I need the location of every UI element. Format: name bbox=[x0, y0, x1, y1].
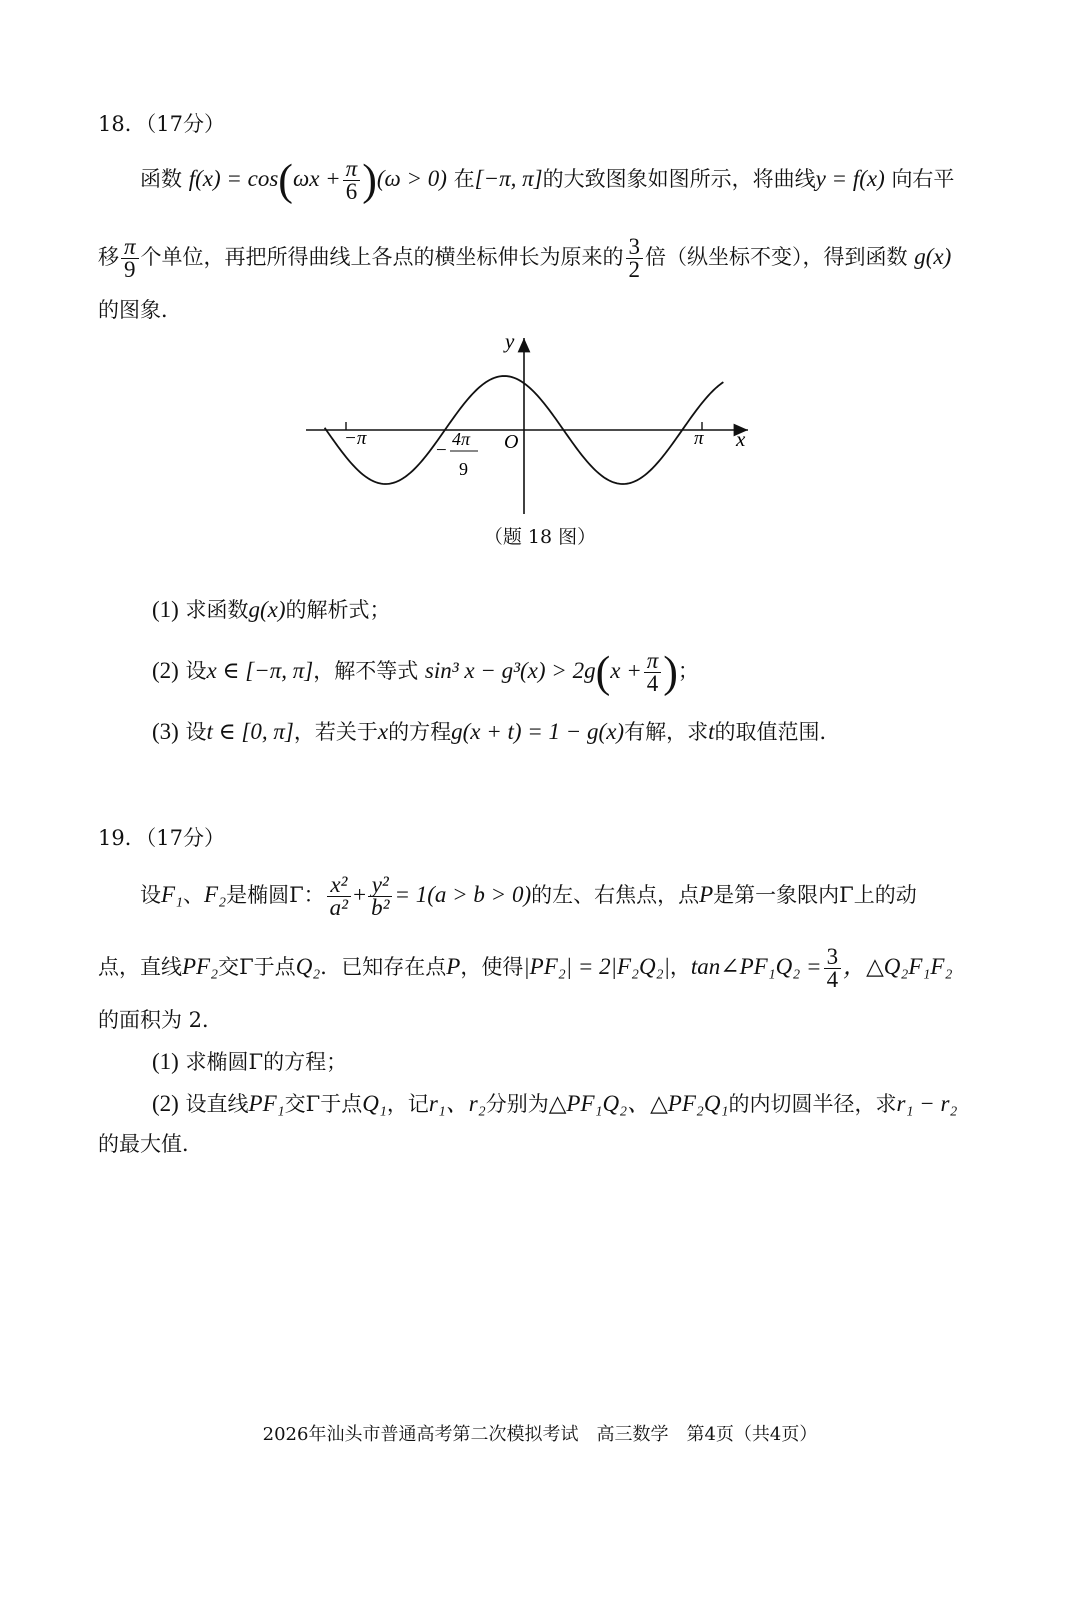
q18-line1: 函数 f(x) = cos(ωx + $\frac{\pi}{6}$ )(ω > 0) 在[−π, π]的大致图象如图所示，将曲线y = f(x) 向右平 bbox=[140, 155, 955, 205]
q19-sub1: (1) 求椭圆Γ的方程； bbox=[152, 1049, 348, 1074]
four-pi-label: 4π bbox=[452, 429, 471, 449]
x-axis-label: x bbox=[736, 427, 746, 451]
figure-caption: （题 18 图） bbox=[483, 526, 597, 548]
q18-sub2: (2) 设x ∈ [−π, π]，解不等式 sin³ x − g³(x) > 2g(x + $\frac{\pi}{4}$ )； bbox=[152, 647, 699, 697]
q19-line1: 设F₁、F₂是椭圆Γ： $\frac{\text{x²}}{\text{a²}}$ + $\frac{\text{y²}}{\text{b²}}$ = 1(a > b > 0)的左、右焦点，点P是第一象限内Γ上的动 bbox=[140, 872, 917, 920]
neg-sign-label: − bbox=[436, 440, 447, 461]
pi-label: π bbox=[694, 428, 704, 449]
q19-sub2: (2) 设直线PF₁交Γ于点Q₁，记r₁、r₂分别为△PF₁Q₂、△PF₂Q₁的内切圆半径，求r₁ − r₂ bbox=[152, 1091, 958, 1116]
q19-line2: 点，直线PF₂交Γ于点Q₂．已知存在点P，使得|PF₂| = 2|F₂Q₂|，tan∠PF₁Q₂ = $\frac{3}{4}$ ，△Q₂F₁F₂ bbox=[98, 944, 953, 992]
y-axis-label: y bbox=[505, 329, 515, 353]
page-footer: 2026年汕头市普通高考第二次模拟考试 高三数学 第4页（共4页） bbox=[262, 1424, 818, 1445]
q18-sub3: (3) 设t ∈ [0, π]，若关于x的方程g(x + t) = 1 − g(x)有解，求t的取值范围． bbox=[152, 719, 841, 744]
q19-header: 19．（17分） bbox=[98, 826, 225, 850]
origin-label: O bbox=[504, 431, 519, 453]
neg-pi-label: −π bbox=[344, 428, 367, 449]
q18-sub1: (1) 求函数g(x)的解析式； bbox=[152, 597, 391, 622]
q18-header: 18．（17分） bbox=[98, 112, 225, 136]
q19-line3: 的面积为 2． bbox=[98, 1008, 224, 1032]
q18-line3: 的图象． bbox=[98, 298, 182, 322]
q18-line2: 移 $\frac{\pi}{9}$ 个单位，再把所得曲线上各点的横坐标伸长为原来的 $\frac{3}{2}$ 倍（纵坐标不变），得到函数 g(x) bbox=[98, 234, 952, 282]
nine-label: 9 bbox=[459, 459, 468, 479]
cosine-graph-figure bbox=[300, 328, 760, 518]
q19-line-final: 的最大值． bbox=[98, 1132, 203, 1156]
